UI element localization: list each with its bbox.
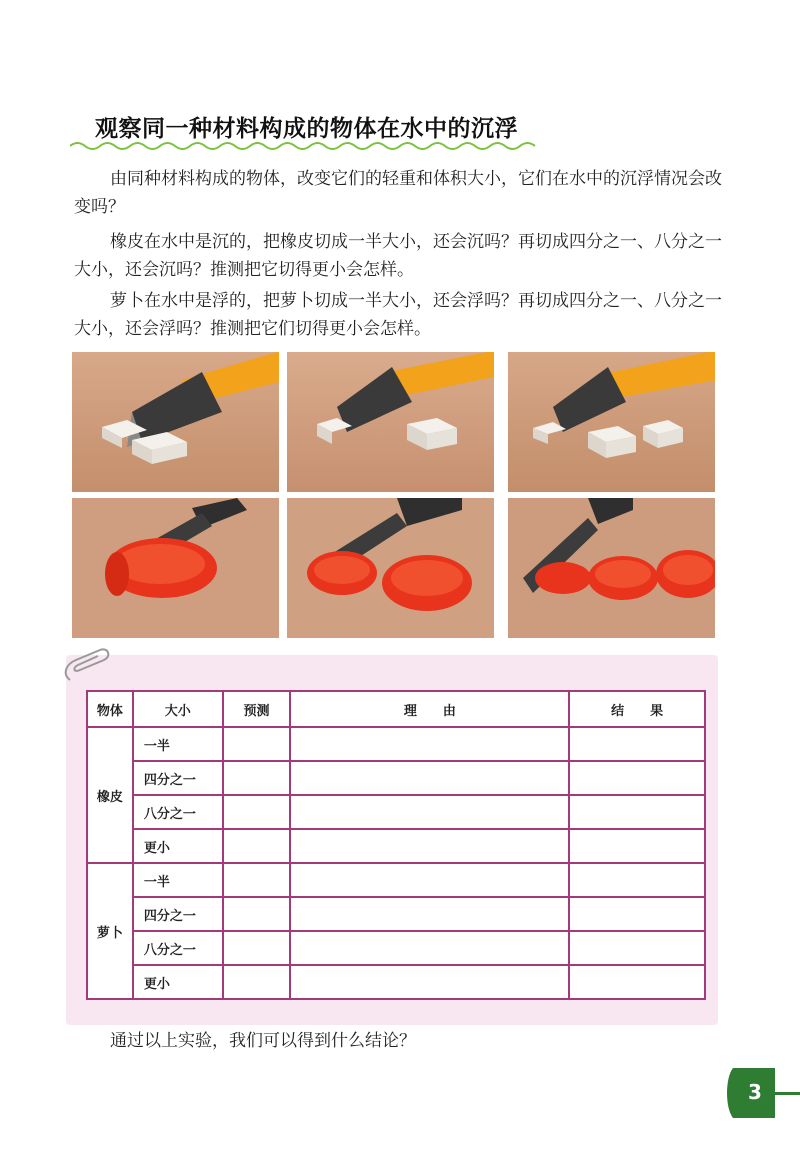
table-header-row xyxy=(87,691,705,727)
header-object: 物体 xyxy=(87,691,133,727)
object-radish: 萝卜 xyxy=(87,863,133,999)
prediction-cell[interactable] xyxy=(223,795,291,829)
photo-radish-half xyxy=(72,498,279,638)
reason-cell[interactable] xyxy=(290,795,569,829)
record-table xyxy=(86,690,706,1000)
prediction-cell[interactable] xyxy=(223,761,291,795)
size-cell: 八分之一 xyxy=(133,795,223,829)
reason-cell[interactable] xyxy=(290,965,569,999)
size-cell: 四分之一 xyxy=(133,897,223,931)
paperclip-icon xyxy=(62,644,112,684)
result-cell[interactable] xyxy=(569,931,705,965)
result-cell[interactable] xyxy=(569,761,705,795)
result-cell[interactable] xyxy=(569,897,705,931)
prediction-cell[interactable] xyxy=(223,829,291,863)
prediction-cell[interactable] xyxy=(223,931,291,965)
prediction-cell[interactable] xyxy=(223,863,291,897)
table-row xyxy=(87,931,705,965)
result-cell[interactable] xyxy=(569,727,705,761)
size-cell: 更小 xyxy=(133,965,223,999)
object-eraser: 橡皮 xyxy=(87,727,133,863)
photo-eraser-half xyxy=(72,352,279,492)
reason-cell[interactable] xyxy=(290,897,569,931)
size-cell: 四分之一 xyxy=(133,761,223,795)
size-cell: 更小 xyxy=(133,829,223,863)
reason-cell[interactable] xyxy=(290,863,569,897)
page-number-rule xyxy=(770,1092,800,1095)
header-size: 大小 xyxy=(133,691,223,727)
paragraph-3: 萝卜在水中是浮的，把萝卜切成一半大小，还会浮吗？再切成四分之一、八分之一大小，还会浮吗？推测把它们切得更小会怎样。 xyxy=(74,291,722,339)
paragraph-1: 由同种材料构成的物体，改变它们的轻重和体积大小，它们在水中的沉浮情况会改变吗？ xyxy=(74,169,722,217)
table-row xyxy=(87,863,705,897)
reason-cell[interactable] xyxy=(290,931,569,965)
table-row xyxy=(87,761,705,795)
prediction-cell[interactable] xyxy=(223,897,291,931)
result-cell[interactable] xyxy=(569,795,705,829)
result-cell[interactable] xyxy=(569,829,705,863)
conclusion-question: 通过以上实验，我们可以得到什么结论？ xyxy=(110,1031,416,1051)
photo-radish-eighth xyxy=(508,498,715,638)
result-cell[interactable] xyxy=(569,863,705,897)
header-prediction: 预测 xyxy=(223,691,291,727)
page-number: 3 xyxy=(748,1080,762,1104)
photo-eraser-quarter xyxy=(287,352,494,492)
table-row xyxy=(87,727,705,761)
table-row xyxy=(87,965,705,999)
reason-cell[interactable] xyxy=(290,761,569,795)
photo-eraser-eighth xyxy=(508,352,715,492)
size-cell: 一半 xyxy=(133,863,223,897)
reason-cell[interactable] xyxy=(290,727,569,761)
paragraph-2: 橡皮在水中是沉的，把橡皮切成一半大小，还会沉吗？再切成四分之一、八分之一大小，还会沉吗？推测把它切得更小会怎样。 xyxy=(74,232,722,280)
header-result: 结 果 xyxy=(569,691,705,727)
photo-grid xyxy=(72,352,718,638)
table-row xyxy=(87,829,705,863)
reason-cell[interactable] xyxy=(290,829,569,863)
wavy-underline xyxy=(70,140,540,152)
page-title: 观察同一种材料构成的物体在水中的沉浮 xyxy=(95,116,518,142)
prediction-cell[interactable] xyxy=(223,727,291,761)
table-row xyxy=(87,897,705,931)
prediction-cell[interactable] xyxy=(223,965,291,999)
size-cell: 八分之一 xyxy=(133,931,223,965)
result-cell[interactable] xyxy=(569,965,705,999)
size-cell: 一半 xyxy=(133,727,223,761)
table-row xyxy=(87,795,705,829)
photo-radish-quarter xyxy=(287,498,494,638)
header-reason: 理 由 xyxy=(290,691,569,727)
